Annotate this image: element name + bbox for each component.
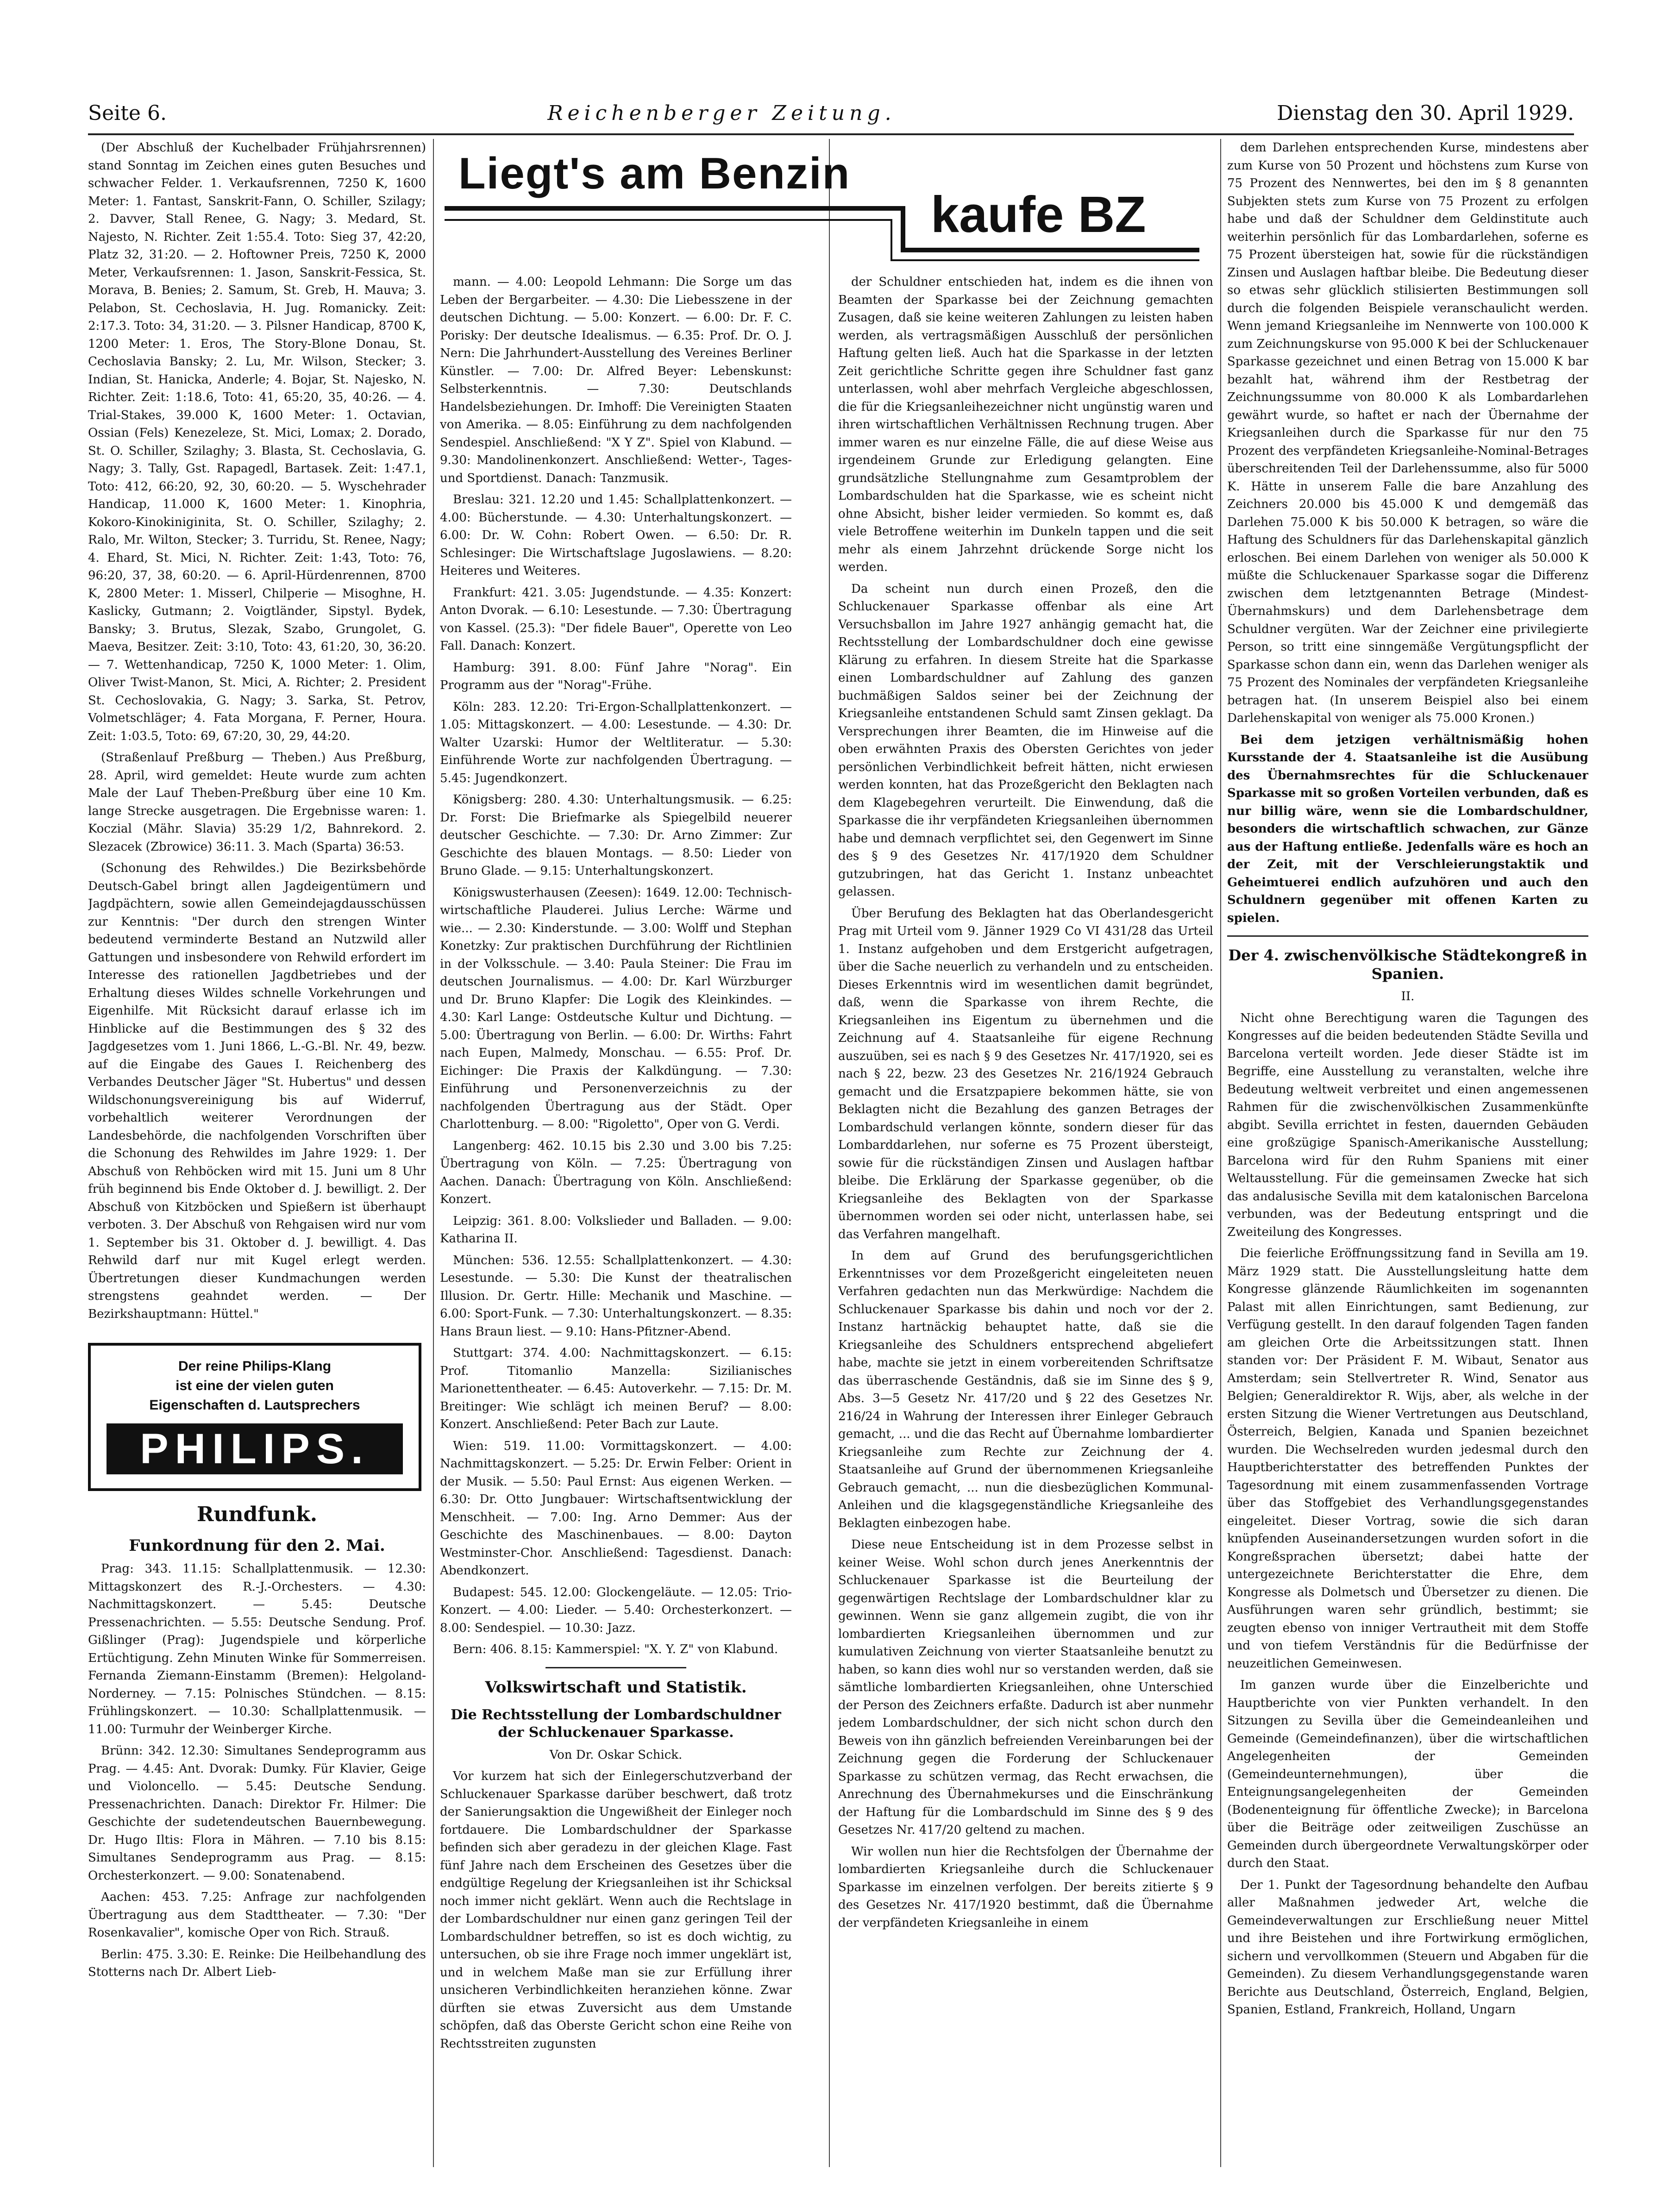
funk-wien: Wien: 519. 11.00: Vormittagskonzert. — 4.00: Nachmittagskonzert. — 5.25: Dr. Erwin Felber: Orient in der Musik. — 5.50: Paul Ernst: Aus eigenen Werken. — 6.30: Dr. Otto Jungbauer: Wirtschaftsentwicklung der Menschheit. — 7.00: Ing. Arno Demmer: Aus der Geschichte des Maschinenbaues. — 8.00: Dayton Westminster-Chor. Anschließend: Tagesdienst. Danach: Abendkonzert. xyxy=(440,1439,792,1578)
header-rule xyxy=(88,133,1574,135)
article-title: Die Rechtsstellung der Lombardschuldner der Schluckenauer Sparkasse. xyxy=(451,1706,781,1741)
column-3 xyxy=(838,273,1213,2167)
column-1 xyxy=(88,139,426,2167)
funk-hamburg: Hamburg: 391. 8.00: Fünf Jahre "Norag". Ein Programm aus der "Norag"-Frühe. xyxy=(440,660,792,692)
section-separator xyxy=(546,1667,686,1668)
funk-koenigswusterhausen: Königswusterhausen (Zeesen): 1649. 12.00: Technisch-wirtschaftliche Plauderei. Julius Lerche: Wärme und wie... — 2.30: Kinderstunde. — 3.00: Wolff und Stephan Konetzky: Zur praktischen Durchführung der Richtlinien in der Volksschule. — 3.40: Paula Steiner: Die Frau im deutschen Journalismus. — 4.00: Dr. Karl Würzburger und Dr. Bruno Klapfer: Die Logik des Kleinkindes. — 4.30: Karl Lange: Ostdeutsche Kultur und Dichtung. — 5.00: Übertragung von Berlin. — 6.00: Dr. Wirths: Fahrt nach Eupen, Malmedy, Monschau. — 6.55: Prof. Dr. Eichinger: Die Praxis der Kalkdüngung. — 7.30: Einführung und Personenverzeichnis zu der nachfolgenden Übertragung aus der Städt. Oper Charlottenburg. — 8.00: "Rigoletto", Oper von G. Verdi. xyxy=(440,885,792,1131)
article-paragraph: der Schuldner entschieden hat, indem es die ihnen von Beamten der Sparkasse bei der Zeichnung gemachten Zusagen, daß sie keine weiteren Zahlungen zu leisten haben werden, als vertragsmäßigen Ausschluß der persönlichen Haftung gelten ließ. Auch hat die Sparkasse in der letzten Zeit gerichtliche Schritte gegen ihre Schuldner fast ganz unterlassen, wohl aber mehrfach Vergleiche abgeschlossen, die für die Kriegsanleihezeichner nicht ungünstig waren und ihren wirtschaftlichen Verhältnissen Rechnung trugen. Aber immer waren es nur einzelne Fälle, die auf diese Weise aus irgendeinem Grunde zur Erledigung gelangten. Eine grundsätzliche Stellungnahme zum Gesamtproblem der Lombardschulden hat die Sparkasse, wie es scheint nicht ohne Absicht, bisher leider vermieden. So kommt es, daß viele Betroffene weiterhin im Dunkeln tappen und die seit mehr als einem Jahrzehnt drückende Sorge nicht los werden. xyxy=(838,275,1213,574)
funk-koeln: Köln: 283. 12.20: Tri-Ergon-Schallplattenkonzert. — 1.05: Mittagskonzert. — 4.00: Lesestunde. — 4.30: Dr. Walter Uzarski: Humor der Weltliteratur. — 5.30: Einführende Worte zur nachfolgenden Übertragung. — 5.45: Jugendkonzert. xyxy=(440,700,792,785)
racing-report: (Der Abschluß der Kuchelbader Frühjahrsrennen) stand Sonntag im Zeichen eines guten Besuches und schwacher Felder. 1. Verkaufsrennen, 7250 K, 1600 Meter: 1. Fantast, Sanskrit-Fann, O. Schiller, Szilagy; 2. Davver, Stall Renee, G. Nagy; 3. Medard, St. Najesto, N. Richter. Zeit 1:55.4. Toto: Sieg 37, 42:20, Platz 32, 31:20. — 2. Hoftowner Preis, 7250 K, 2000 Meter, Verkaufsrennen: 1. Jason, Sanskrit-Fessica, St. Morava, B. Benies; 2. Samum, St. Greb, H. Mauva; 3. Pelabon, St. Cechoslavia, H. Jug. Romanicky. Zeit: 2:17.3. Toto: 34, 31:20. — 3. Pilsner Handicap, 8700 K, 1200 Meter: 1. Eros, The Story-Blone Donau, St. Cechoslavia Bansky; 2. Lu, Mr. Wilson, Stecker; 3. Indian, St. Hanicka, Anderle; 4. Bojar, St. Najesko, N. Richter. Zeit: 1:18.6, Toto: 41, 65:20, 35, 40:26. — 4. Trial-Stakes, 39.000 K, 1600 Meter: 1. Octavian, Ossian (Fels) Kenezeleze, St. Mici, Lomax; 2. Dorado, St. O. Schiller, Szilaghy; 3. Blasta, St. Cechoslavia, G. Nagy; 3. Tally, Gst. Rapagedl, Bartasek. Zeit: 1:47.1, Toto: 412, 66:20, 92, 30, 60:20. — 5. Wyschehrader Handicap, 11.000 K, 1600 Meter: 1. Kinophria, Kokoro-Kinokiniginita, St. O. Schiller, Szilaghy; 2. Ralo, Mr. Wilton, Stecker; 3. Turridu, St. Renee, Nagy; 4. Ehard, St. Mici, N. Richter. Zeit: 1:43, Toto: 76, 96:20, 37, 38, 60:20. — 6. April-Hürdenrennen, 8700 K, 2800 Meter: 1. Misserl, Chilperie — Misoghne, H. Kaslicky, Gutmann; 2. Voigtländer, Sipstyl. Bydek, Bansky; 3. Brutus, Slezak, Szabo, Grungolet, G. Maeva, Besitzer. Zeit: 3:10, Toto: 43, 61:20, 30, 36:20. — 7. Wettenhandicap, 7250 K, 1000 Meter: 1. Olim, Oliver Twist-Manon, St. Mici, A. Richter; 2. President St. Cechoslovakia, G. Nagy; 3. Sarka, St. Petrov, Volmetschläger; 4. Fata Morgana, F. Perner, Houra. Zeit: 1:03.5, Toto: 69, 67:20, 30, 29, 44:20. xyxy=(88,141,426,743)
newspaper-title: Reichenberger Zeitung. xyxy=(547,101,896,125)
funk-koenigsberg: Königsberg: 280. 4.30: Unterhaltungsmusik. — 6.25: Dr. Forst: Die Briefmarke als Spiegelbild neuerer deutscher Geschichte. — 7.30: Dr. Arno Zimmer: Zur Geschichte des blauen Montags. — 8.50: Lieder von Bruno Glade. — 9.15: Unterhaltungskonzert. xyxy=(440,793,792,878)
funk-bern: Bern: 406. 8.15: Kammerspiel: "X. Y. Z" von Klabund. xyxy=(453,1642,778,1656)
funk-schedule-title: Funkordnung für den 2. Mai. xyxy=(129,1536,385,1555)
article-paragraph: Im ganzen wurde über die Einzelberichte und Hauptberichte von vier Punkten verhandelt. In den Sitzungen zu Sevilla über die Gemeindeanleihen und Gemeinde (Gemeindefinanzen), über die wirtschaftlichen Angelegenheiten der Gemeinden (Gemeindeunternehmungen), über die Enteignungsangelegenheiten der Gemeinden (Bodenenteignung für öffentliche Zwecke); in Barcelona über die Beiträge oder zeitweiligen Zuschüsse an Gemeinden durch übergeordnete Verwaltungskörper oder durch den Staat. xyxy=(1227,1678,1588,1870)
page-number: Seite 6. xyxy=(88,101,167,125)
column-divider xyxy=(1220,139,1221,2167)
article-paragraph: Wir wollen nun hier die Rechtsfolgen der Übernahme der lombardierten Kriegsanleihe durch die Schluckenauer Sparkasse im einzelnen verfolgen. Der bereits zitierte § 9 des Gesetzes Nr. 417/1920 bestimmt, daß die Übernahme der verpfändeten Kriegsanleihe in einem xyxy=(838,1844,1213,1930)
article-paragraph: Da scheint nun durch einen Prozeß, den die Schluckenauer Sparkasse offenbar als eine Art Versuchsballon im Jahre 1927 anhängig gemacht hat, die Rechtsstellung der Lombardschuldner doch eine gewisse Klärung zu erfahren. In diesem Streite hat die Sparkasse einen Lombardschuldner auf Zahlung des ganzen buchmäßigen Saldos seiner bei der Zeichnung der Kriegsanleihe entstandenen Schuld samt Zinsen geklagt. Da Versprechungen ihrer Beamten, die im Hinweise auf die oben erwähnten Praxis des Obersten Gerichtes von jeder persönlichen Verbindlichkeit befreit hätten, nicht erwiesen werden konnten, hat das Prozeßgericht den Beklagten nach dem Klagebegehren verurteilt. Die Einwendung, daß die Sparkasse die ihr verpfändeten Kriegsanleihen übernommen habe und demnach verpflichtet sei, den Gegenwert im Sinne des § 9 des Gesetzes Nr. 417/1920 dem Schuldner gutzubringen, hat das Gericht 1. Instanz unbeachtet gelassen. xyxy=(838,582,1213,899)
congress-article-part: II. xyxy=(1401,990,1415,1003)
funk-muenchen: München: 536. 12.55: Schallplattenkonzert. — 4.30: Lesestunde. — 5.30: Die Kunst der theatralischen Illusion. Dr. Gertr. Hille: Mechanik und Maschine. — 6.00: Sport-Funk. — 7.30: Unterhaltungskonzert. — 8.35: Hans Braun liest. — 9.10: Hans-Pfitzner-Abend. xyxy=(440,1253,792,1339)
philips-line-3: Eigenschaften d. Lautsprechers xyxy=(149,1397,360,1413)
funk-budapest: Budapest: 545. 12.00: Glockengeläute. — 12.05: Trio-Konzert. — 4.00: Lieder. — 5.40: Orchesterkonzert. — 8.00: Sendespiel. — 10.30: Jazz. xyxy=(440,1585,792,1635)
article-paragraph: Nicht ohne Berechtigung waren die Tagungen des Kongresses auf die beiden bedeutenden Städte Sevilla und Barcelona verteilt worden. Jede dieser Städte ist im Begriffe, eine Ausstellung zu veranstalten, welche ihre Bedeutung weltweit verbreitet und einen angemessenen Rahmen für die zwischenvölkischen Zusammenkünfte abgibt. Sevilla errichtet in festen, dauernden Gebäuden eine großzügige Spanisch-Amerikanische Ausstellung; Barcelona wird für den Ruhm Spaniens mit einer Weltausstellung. Für die gemeinsamen Zwecke hat sich das andalusische Sevilla mit dem katalonischen Barcelona verbunden, was der Bedeutung entspringt und die Zweiteilung des Kongresses. xyxy=(1227,1011,1588,1239)
funk-stuttgart: Stuttgart: 374. 4.00: Nachmittagskonzert. — 6.15: Prof. Titomanlio Manzella: Sizilianisches Marionettentheater. — 6.45: Autoverkehr. — 7.15: Dr. M. Breitinger: Wie schlägt ich meinen Beruf? — 8.00: Konzert. Anschließend: Peter Bach zur Laute. xyxy=(440,1346,792,1431)
section-separator xyxy=(1227,935,1588,937)
rundfunk-title: Rundfunk. xyxy=(196,1503,318,1526)
funk-bruenn: Brünn: 342. 12.30: Simultanes Sendeprogramm aus Prag. — 4.45: Ant. Dvorak: Dumky. Für Klavier, Geige und Violoncello. — 5.45: Deutsche Sendung. Pressenachrichten. Danach: Direktor Fr. Hilmer: Die Geschichte der sudetendeutschen Bauernbewegung. Dr. Hugo Iltis: Flora in Mähren. — 7.10 bis 8.15: Simultanes Sendeprogramm aus Prag. — 8.15: Orchesterkonzert. — 9.00: Sonatenabend. xyxy=(88,1744,426,1883)
column-divider xyxy=(829,139,830,2167)
article-paragraph: Die feierliche Eröffnungssitzung fand in Sevilla am 19. März 1929 statt. Die Ausstellungsleitung hatte dem Kongresse glänzende Räumlichkeiten im sogenannten Palast mit allen Einrichtungen, samt Bedienung, zur Verfügung gestellt. In den darauf folgenden Tagen fanden am gleichen Orte die Arbeitssitzungen statt. Ihnen standen vor: Der Präsident F. M. Wibaut, Senator aus Amsterdam; sein Stellvertreter R. Wind, Senator aus Belgien; Generaldirektor R. Wijs, aber, als welche in der ersten Sitzung die Wiener Vertretungen aus Deutschland, Österreich, Belgien, Kanada und Spanien bezeichnet wurden. Die Wechselreden wurden jedesmal durch den Hauptberichterstatter des betreffenden Punktes der Tagesordnung mit einem zusammenfassenden Vortrage über das Stoffgebiet des Verhandlungsgegenstandes eingeleitet. Dieser Vortrag, sowie die sich daran knüpfenden Auseinandersetzungen wurden sofort in die Kongreßsprachen übersetzt; dabei hatte der untergezeichnete Berichterstatter die Ehre, dem Kongresse als Dolmetsch und Übersetzer zu dienen. Die Ausführungen waren sehr gründlich, bestimmt; sie zeugten ebenso von inniger Vertrautheit mit dem Stoffe und von tiefem Verständnis für die Bedürfnisse der neuzeitlichen Gemeinwesen. xyxy=(1227,1247,1588,1671)
bz-advertisement xyxy=(440,139,1209,269)
philips-advertisement xyxy=(88,1343,421,1491)
article-author: Von Dr. Oskar Schick. xyxy=(549,1748,683,1762)
philips-logo: PHILIPS. xyxy=(107,1423,403,1474)
funk-aachen: Aachen: 453. 7.25: Anfrage zur nachfolgenden Übertragung aus dem Stadttheater. — 7.30: "Der Rosenkavalier", komische Oper von Rich. Strauß. xyxy=(88,1890,426,1940)
funk-breslau: Breslau: 321. 12.20 und 1.45: Schallplattenkonzert. — 4.00: Bücherstunde. — 4.30: Unterhaltungskonzert. — 6.00: Dr. W. Cohn: Robert Owen. — 6.50: Dr. R. Schlesinger: Die Wirtschaftslage Jugoslawiens. — 8.20: Heiteres und Weiteres. xyxy=(440,493,792,578)
congress-article-title: Der 4. zwischenvölkische Städtekongreß in Spanien. xyxy=(1228,946,1587,983)
issue-date: Dienstag den 30. April 1929. xyxy=(1277,101,1574,125)
article-paragraph: Diese neue Entscheidung ist in dem Prozesse selbst in keiner Weise. Wohl schon durch jenes Anerkenntnis der Schluckenauer Sparkasse ist die Beurteilung der gegenwärtigen Rechtslage der Lombardschuldner klar zu gewinnen. Wenn sie ganz allgemein zugibt, die von ihr lombardierten Kriegsanleihen übernommen und zur kumulativen Zeichnung von vierter Staatsanleihe benutzt zu haben, so kann dies wohl nur so verstanden werden, daß sie sämtliche lombardierten Kriegsanleihen, ohne Unterschied der Person des Zeichners erfaßte. Dadurch ist aber nunmehr jedem Lombardschuldner, der sich nicht schon durch den Beweis von ihn gänzlich befreienden Vereinbarungen bei der Zeichnung gegen die Forderung der Schluckenauer Sparkasse zu schützen vermag, das Recht erwachsen, die Anrechnung des Übernahmekurses und die Einschränkung der Haftung für die Lombardschuld im Sinne des § 9 des Gesetzes Nr. 417/20 geltend zu machen. xyxy=(838,1538,1213,1837)
article-paragraph: Bei dem jetzigen verhältnismäßig hohen Kursstande der 4. Staatsanleihe ist die Ausübung des Übernahmsrechtes für die Schluckenauer Sparkasse mit so großen Vorteilen verbunden, daß es nur billig wäre, wenn sie die Lombardschuldner, besonders die wirtschaftlich schwachen, zur Gänze aus der Haftung entließe. Jedenfalls wäre es hoch an der Zeit, mit der Verschleierungstaktik und Geheimtuerei endlich aufzuhören und auch den Schuldnern gegenüber mit offenen Karten zu spielen. xyxy=(1227,733,1588,925)
column-2 xyxy=(440,273,792,2167)
page-header xyxy=(88,93,1574,125)
bz-slogan: kaufe BZ xyxy=(931,186,1146,243)
road-race-report: (Straßenlauf Preßburg — Theben.) Aus Preßburg, 28. April, wird gemeldet: Heute wurde zum achten Male der Lauf Theben-Preßburg über eine 10 Km. lange Strecke ausgetragen. Die Ergebnisse waren: 1. Koczial (Mähr. Slavia) 35:29 1/2, Bahnrekord. 2. Slezacek (Zbrowice) 36:11. 3. Mach (Sparta) 36:53. xyxy=(88,751,426,854)
funk-leipzig: Leipzig: 361. 8.00: Volkslieder und Balladen. — 9.00: Katharina II. xyxy=(440,1214,792,1246)
economy-section-title: Volkswirtschaft und Statistik. xyxy=(485,1678,747,1697)
article-paragraph: Der 1. Punkt der Tagesordnung behandelte den Aufbau aller Maßnahmen jedweder Art, welche die Gemeindeverwaltungen zur Erschließung neuer Mittel und ihre Beistehen und ihre Fortwirkung ermöglichen, sichern und vervollkommen (Steuern und Abgaben für die Gemeinden). Zu diesem Verhandlungsgegenstande waren Berichte aus Deutschland, Österreich, England, Belgien, Spanien, Estland, Frankreich, Holland, Ungarn xyxy=(1227,1878,1588,2017)
article-paragraph: Vor kurzem hat sich der Einlegerschutzverband der Schluckenauer Sparkasse darüber beschwert, daß trotz der Sanierungsaktion die Ungewißheit der Einleger noch fortdauere. Die Lombardschuldner der Sparkasse befinden sich aber geradezu in der gleichen Klage. Fast fünf Jahre nach dem Erscheinen des Gesetzes über die endgültige Regelung der Kriegsanleihen ist ihr Schicksal noch immer nicht geklärt. Wenn auch die Rechtslage in der Lombardschuldner nur einen ganz geringen Teil der Lombardschuldner betreffen, so ist es doch wichtig, zu untersuchen, ob sie ihre Frage noch immer ungeklärt ist, und in welchem Maße man sie zur Erfüllung ihrer unsicheren Verbindlichkeiten heranziehen könne. Zwar dürften sie etwas Zuversicht aus dem Umstande schöpfen, daß das Oberste Gericht schon eine Reihe von Rechtsstreiten zugunsten xyxy=(440,1769,792,2051)
article-paragraph: Über Berufung des Beklagten hat das Oberlandesgericht Prag mit Urteil vom 9. Jänner 1929 Co VI 431/28 das Urteil 1. Instanz aufgehoben und dem Erstgericht aufgetragen, über die Sache neuerlich zu verhandeln und zu entscheiden. Dieses Erkenntnis wird im wesentlichen damit begründet, daß, wenn die Sparkasse von ihrem Rechte, die Kriegsanleihen ins Eigentum zu übernehmen und die Zeichnung auf 4. Staatsanleihe für eigene Rechnung auszuüben, sei es nach § 9 des Gesetzes Nr. 417/1920, sei es nach § 22, bezw. 23 des Gesetzes Nr. 216/1924 Gebrauch gemacht und die Ersatzpapiere bekommen hätte, sie von Beklagten nicht die Bezahlung des ganzen Betrages der Lombardschuld verlangen könnte, sondern dieser für das Lombarddarlehen, nur soferne es 75 Prozent übersteigt, sowie für die rückständigen Zinsen und Auslagen haftbar bleibe. Die Erklärung der Sparkasse gegenüber, ob die Kriegsanleihe des Beklagten von der Sparkasse übernommen worden sei oder nicht, unterlassen habe, sei das Verfahren mangelhaft. xyxy=(838,906,1213,1241)
philips-line-2: ist eine der vielen guten xyxy=(176,1378,334,1393)
funk-langenberg: Langenberg: 462. 10.15 bis 2.30 und 3.00 bis 7.25: Übertragung von Köln. — 7.25: Übertragung von Aachen. Danach: Übertragung von Köln. Anschließend: Konzert. xyxy=(440,1139,792,1206)
funk-frankfurt: Frankfurt: 421. 3.05: Jugendstunde. — 4.35: Konzert: Anton Dvorak. — 6.10: Lesestunde. — 7.30: Übertragung von Kassel. (25.3): "Der fidele Bauer", Operette von Leo Fall. Danach: Konzert. xyxy=(440,585,792,653)
column-4 xyxy=(1227,139,1588,2167)
bz-headline: Liegt's am Benzin xyxy=(458,149,851,198)
column-divider xyxy=(433,139,434,2167)
philips-line-1: Der reine Philips-Klang xyxy=(178,1359,332,1374)
funk-berlin: Berlin: 475. 3.30: E. Reinke: Die Heilbehandlung des Stotterns nach Dr. Albert Lieb- xyxy=(88,1947,426,1979)
game-protection-notice: (Schonung des Rehwildes.) Die Bezirksbehörde Deutsch-Gabel bringt allen Jagdeigentümern und Jagdpächtern, sowie allen Gemeindejagdausschüssen zur Kenntnis: "Der durch den strengen Winter bedeutend verminderte Bestand an Nutzwild aller Gattungen und insbesondere von Rehwild erfordert im Interesse des rationellen Jagdbetriebes und der Erhaltung dieses Wildes schnelle Vorkehrungen und Eigenhilfe. Mit Rücksicht darauf erlasse ich im Hinblicke auf die Bestimmungen des § 32 des Jagdgesetzes vom 1. Juni 1866, L.-G.-Bl. Nr. 49, bezw. auf die Eingabe des Gaues I. Reichenberg des Verbandes Deutscher Jäger "St. Hubertus" und dessen Wildschonungsvereinigung bis auf Widerruf, vorbehaltlich weiterer Verordnungen der Landesbehörde, die nachfolgenden Vorschriften über die Schonung des Rehwildes im Jahre 1929: 1. Der Abschuß von Rehböcken wird mit 15. Juni um 8 Uhr früh beginnend bis Ende Oktober d. J. bewilligt. 2. Der Abschuß von Kitzböcken und Spießern ist überhaupt verboten. 3. Der Abschuß von Rehgaisen wird nur vom 1. September bis 31. Oktober d. J. bewilligt. 4. Das Rehwild darf nur mit Kugel erlegt werden. Übertretungen dieser Kundmachungen werden strengstens geahndet werden. — Der Bezirkshauptmann: Hüttel." xyxy=(88,861,426,1321)
funk-berlin-cont: mann. — 4.00: Leopold Lehmann: Die Sorge um das Leben der Bergarbeiter. — 4.30: Die Liebesszene in der deutschen Dichtung. — 5.00: Konzert. — 6.00: Dr. F. C. Porisky: Der deutsche Idealismus. — 6.35: Prof. Dr. O. J. Nern: Die Jahrhundert-Ausstellung des Vereines Berliner Künstler. — 7.00: Dr. Alfred Beyer: Lebenskunst: Selbsterkenntnis. — 7.30: Deutschlands Handelsbeziehungen. Dr. Imhoff: Die Vereinigten Staaten von Amerika. — 8.05: Einführung zu dem nachfolgenden Sendespiel. Anschließend: "X Y Z". Spiel von Klabund. — 9.30: Mandolinenkonzert. Anschließend: Wetter-, Tages- und Sportdienst. Danach: Tanzmusik. xyxy=(440,275,792,485)
article-paragraph: dem Darlehen entsprechenden Kurse, mindestens aber zum Kurse von 50 Prozent und höchstens zum Kurse von 75 Prozent des Nennwertes, bei den im § 8 genannten Subjekten stets zum Kurse von 75 Prozent zu erfolgen habe und daß der Schuldner dem Geldinstitute auch weiterhin persönlich für das Lombardarlehen, soferne es 75 Prozent übersteigen hat, sowie für die rückständigen Zinsen und Auslagen haftbar bleibe. Die Bedeutung dieser so etwas sehr glücklich stilisierten Bestimmungen soll durch die folgenden Beispiele veranschaulicht werden. Wenn jemand Kriegsanleihe im Nennwerte von 100.000 K zum Zeichnungskurse von 95.000 K bei der Schluckenauer Sparkasse gezeichnet und einen Betrag von 15.000 K bar bezahlt hat, während ihm der Restbetrag der Zeichnungssumme von 80.000 K als Lombardarlehen gewährt wurde, so haftet er nach der Übernahme der Kriegsanleihen durch die Sparkasse für nur den 75 Prozent des verpfändeten Kriegsanleihe-Nominal-Betrages überschreitenden Teil der Darlehenssumme, also für 5000 K. Hätte in unserem Falle die bare Anzahlung des Zeichners 20.000 bis 45.000 K und demgemäß das Darlehen 75.000 K bis 50.000 K betragen, so wäre die Haftung des Schuldners für das Darlehenskapital gänzlich erloschen. Bei einem Darlehen von weniger als 50.000 K müßte die Schluckenauer Sparkasse sogar die Differenz zwischen dem letztgenannten Betrage (Mindest-Übernahmskurs) und dem Darlehensbetrage dem Schuldner vergüten. War der Zeichner eine privilegierte Person, so tritt eine sinngemäße Vergütungspflicht der Sparkasse schon dann ein, wenn das Darlehen weniger als 75 Prozent des Nominales der verpfändeten Kriegsanleihe betragen hat. (In unserem Beispiel also bei einem Darlehenskapital von weniger als 75.000 Kronen.) xyxy=(1227,141,1588,725)
article-paragraph: In dem auf Grund des berufungsgerichtlichen Erkenntnisses vor dem Prozeßgericht eingeleiteten neuen Verfahren gedachten nun das Merkwürdige: Nachdem die Schluckenauer Sparkasse bis dahin und noch vor der 2. Instanz hartnäckig behauptet hatte, daß sie die Kriegsanleihe des Schuldners entsprechend abgeliefert habe, machte sie jetzt in einem vorbereitenden Schriftsatze das überraschende Geständnis, daß sie im Sinne des § 9, Abs. 3—5 Gesetz Nr. 417/20 und § 22 des Gesetzes Nr. 216/24 in Wahrung der Interessen ihrer Einleger Gebrauch gemacht, ... und die das Recht auf Übernahme lombardierter Kriegsanleihe zum Rechte zur Zeichnung der 4. Staatsanleihe auf Grund der übernommenen Kriegsanleihe Gebrauch gemacht, ... nun die diesbezüglichen Kommunal-Anleihen und die klagsgegenständliche Kriegsanleihe des Beklagten einbezogen habe. xyxy=(838,1249,1213,1530)
funk-prag: Prag: 343. 11.15: Schallplattenmusik. — 12.30: Mittagskonzert des R.-J.-Orchesters. — 4.30: Nachmittagskonzert. — 5.45: Deutsche Pressenachrichten. — 5.55: Deutsche Sendung. Prof. Gißlinger (Prag): Jugendspiele und körperliche Ertüchtigung. Zehn Minuten Winke für Sommerreisen. Fernanda Ziemann-Einstamm (Bremen): Helgoland-Norderney. — 7.15: Polnisches Stündchen. — 8.15: Frühlingskonzert. — 10.30: Schallplattenmusik. — 11.00: Turmuhr der Weinberger Kirche. xyxy=(88,1562,426,1736)
